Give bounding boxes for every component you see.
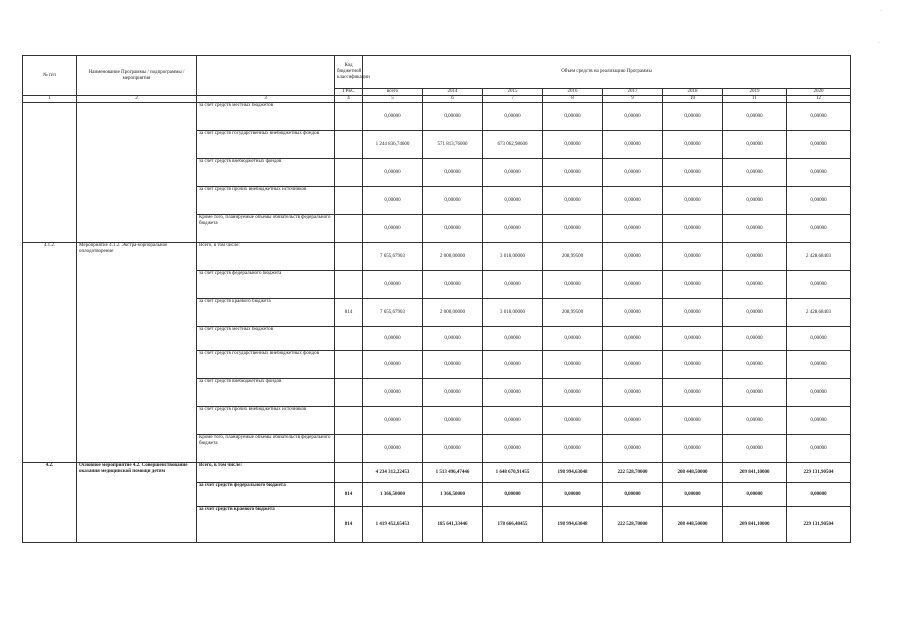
amount-cell: 208 448,50000 [663, 463, 723, 483]
amount-cell: 0,00000 [787, 159, 851, 187]
amount-cell: 0,00000 [663, 187, 723, 215]
amount-cell: 0,00000 [543, 483, 603, 507]
amount-cell: 0,00000 [543, 327, 603, 351]
amount-cell: 2 000,00000 [423, 243, 483, 271]
amount-cell: 0,00000 [787, 379, 851, 407]
col-number: 6 [423, 96, 483, 103]
grbs-code [335, 159, 363, 187]
amount-cell: 0,00000 [663, 379, 723, 407]
col-number: 5 [363, 96, 423, 103]
scan-mark: · [878, 40, 880, 46]
amount-cell: 0,00000 [723, 483, 787, 507]
amount-cell: 0,00000 [723, 327, 787, 351]
amount-cell: 185 641,33446 [423, 507, 483, 543]
funding-source: за счет средств федерального бюджета [197, 271, 335, 299]
amount-cell: 2 000,00000 [423, 299, 483, 327]
funding-source: за счет средств государственных внебюджетных фондов [197, 351, 335, 379]
col-number: 10 [663, 96, 723, 103]
amount-cell: 1 513 496,47446 [423, 463, 483, 483]
col-number: 4 [335, 96, 363, 103]
amount-cell: 0,00000 [543, 131, 603, 159]
funding-source: за счет средств внебюджетных фондов [197, 379, 335, 407]
funding-source: за счет средств краевого бюджета [197, 507, 335, 543]
amount-cell: 1 648 670,91455 [483, 463, 543, 483]
grbs-code [335, 103, 363, 131]
amount-cell: 0,00000 [723, 379, 787, 407]
grbs-code [335, 407, 363, 435]
amount-cell: 0,00000 [787, 435, 851, 463]
budget-table [22, 55, 851, 543]
grbs-code [335, 243, 363, 271]
header-year: 2018 [663, 89, 723, 96]
header-year: 2015 [483, 89, 543, 96]
row-index [23, 103, 77, 243]
header-num: № п/п [23, 56, 77, 96]
amount-cell: 1 366,50000 [423, 483, 483, 507]
amount-cell: 0,00000 [663, 215, 723, 243]
grbs-code [335, 351, 363, 379]
amount-cell: 0,00000 [603, 243, 663, 271]
amount-cell: 0,00000 [483, 435, 543, 463]
funding-source: за счет средств местных бюджетов [197, 103, 335, 131]
funding-source: Всего, в том числе: [197, 243, 335, 271]
amount-cell: 0,00000 [423, 327, 483, 351]
header-volume: Объем средств на реализацию Программы [363, 56, 851, 89]
amount-cell: 7 655,67903 [363, 299, 423, 327]
header-year: 2016 [543, 89, 603, 96]
amount-cell: 0,00000 [723, 103, 787, 131]
amount-cell: 0,00000 [603, 131, 663, 159]
funding-source: за счет средств местных бюджетов [197, 327, 335, 351]
grbs-code [335, 187, 363, 215]
amount-cell: 0,00000 [423, 271, 483, 299]
amount-cell: 2 428,68403 [787, 299, 851, 327]
amount-cell: 208 448,50000 [663, 507, 723, 543]
amount-cell: 0,00000 [483, 271, 543, 299]
amount-cell: 7 655,67903 [363, 243, 423, 271]
table-row [23, 243, 851, 271]
header-year: 2014 [423, 89, 483, 96]
amount-cell: 0,00000 [723, 243, 787, 271]
amount-cell: 0,00000 [787, 215, 851, 243]
amount-cell: 0,00000 [787, 131, 851, 159]
funding-source: за счет средств государственных внебюджетных фондов [197, 131, 335, 159]
grbs-code [335, 327, 363, 351]
funding-source: за счет средств краевого бюджета [197, 299, 335, 327]
amount-cell: 0,00000 [423, 351, 483, 379]
header-empty [197, 56, 335, 96]
amount-cell: 0,00000 [363, 435, 423, 463]
amount-cell: 0,00000 [723, 187, 787, 215]
amount-cell: 0,00000 [543, 271, 603, 299]
amount-cell: 0,00000 [483, 407, 543, 435]
amount-cell: 222 528,70000 [603, 507, 663, 543]
amount-cell: 0,00000 [603, 379, 663, 407]
funding-source: за счет средств прочих внебюджетных источников [197, 187, 335, 215]
amount-cell: 0,00000 [543, 351, 603, 379]
amount-cell: 0,00000 [603, 215, 663, 243]
funding-source: за счет средств внебюджетных фондов [197, 159, 335, 187]
amount-cell: 0,00000 [483, 215, 543, 243]
grbs-code [335, 131, 363, 159]
amount-cell: 0,00000 [423, 187, 483, 215]
header-year: 2020 [787, 89, 851, 96]
table-row [23, 103, 851, 131]
amount-cell: 0,00000 [483, 483, 543, 507]
amount-cell: 208,99500 [543, 243, 603, 271]
col-number: 11 [723, 96, 787, 103]
amount-cell: 209 841,10000 [723, 507, 787, 543]
amount-cell: 0,00000 [543, 187, 603, 215]
amount-cell: 0,00000 [787, 351, 851, 379]
amount-cell: 208,99500 [543, 299, 603, 327]
amount-cell: 229 131,90504 [787, 507, 851, 543]
col-number: 12 [787, 96, 851, 103]
amount-cell: 3 018,00000 [483, 299, 543, 327]
scan-mark: · [880, 8, 882, 14]
grbs-code [335, 215, 363, 243]
amount-cell: 0,00000 [423, 215, 483, 243]
header-year: 2019 [723, 89, 787, 96]
amount-cell: 0,00000 [603, 407, 663, 435]
grbs-code: 814 [335, 483, 363, 507]
header-year: 2017 [603, 89, 663, 96]
header-grbs: ГРБС [335, 89, 363, 96]
amount-cell: 0,00000 [723, 435, 787, 463]
amount-cell: 178 666,48455 [483, 507, 543, 543]
amount-cell: 0,00000 [663, 351, 723, 379]
amount-cell: 0,00000 [723, 351, 787, 379]
amount-cell: 0,00000 [663, 103, 723, 131]
amount-cell: 229 131,90504 [787, 463, 851, 483]
amount-cell: 0,00000 [543, 407, 603, 435]
amount-cell: 0,00000 [483, 379, 543, 407]
funding-source: Всего, в том числе: [197, 463, 335, 483]
amount-cell: 0,00000 [787, 327, 851, 351]
amount-cell: 0,00000 [663, 299, 723, 327]
amount-cell: 0,00000 [723, 407, 787, 435]
amount-cell: 0,00000 [663, 407, 723, 435]
amount-cell: 0,00000 [663, 159, 723, 187]
funding-source: Кроме того, планируемые объемы обязательств федерального бюджета [197, 215, 335, 243]
amount-cell: 0,00000 [543, 159, 603, 187]
col-number: 9 [603, 96, 663, 103]
funding-source: за счет средств прочих внебюджетных источников [197, 407, 335, 435]
row-index: 4.2. [23, 463, 77, 543]
amount-cell: 0,00000 [663, 243, 723, 271]
amount-cell: 0,00000 [787, 103, 851, 131]
amount-cell: 0,00000 [603, 271, 663, 299]
amount-cell: 0,00000 [723, 131, 787, 159]
grbs-code: 814 [335, 299, 363, 327]
header-name: Наименование Программы / подпрограммы / мероприятия [77, 56, 197, 96]
table-body [23, 103, 851, 543]
amount-cell: 673 062,98600 [483, 131, 543, 159]
measure-name [77, 103, 197, 243]
amount-cell: 0,00000 [423, 103, 483, 131]
amount-cell: 0,00000 [363, 271, 423, 299]
amount-cell: 0,00000 [603, 327, 663, 351]
amount-cell: 0,00000 [603, 351, 663, 379]
col-number: 8 [543, 96, 603, 103]
amount-cell: 0,00000 [663, 483, 723, 507]
row-index: 4.1.2. [23, 243, 77, 463]
amount-cell: 0,00000 [603, 483, 663, 507]
amount-cell: 0,00000 [423, 159, 483, 187]
amount-cell: 0,00000 [663, 435, 723, 463]
grbs-code [335, 463, 363, 483]
amount-cell: 0,00000 [363, 215, 423, 243]
amount-cell: 571 813,76000 [423, 131, 483, 159]
amount-cell: 3 018,00000 [483, 243, 543, 271]
table-row [23, 463, 851, 483]
amount-cell: 0,00000 [543, 103, 603, 131]
measure-name: Мероприятие 4.1.2. Экстра-корпоральное оплодотворение [77, 243, 197, 463]
amount-cell: 0,00000 [787, 271, 851, 299]
amount-cell: 0,00000 [723, 215, 787, 243]
amount-cell: 0,00000 [363, 407, 423, 435]
amount-cell: 0,00000 [787, 407, 851, 435]
amount-cell: 0,00000 [787, 187, 851, 215]
amount-cell: 0,00000 [723, 299, 787, 327]
amount-cell: 0,00000 [603, 103, 663, 131]
funding-source: за счет средств федерального бюджета [197, 483, 335, 507]
amount-cell: 0,00000 [483, 103, 543, 131]
amount-cell: 1 419 452,65453 [363, 507, 423, 543]
amount-cell: 0,00000 [603, 299, 663, 327]
amount-cell: 209 841,10000 [723, 463, 787, 483]
amount-cell: 0,00000 [663, 271, 723, 299]
amount-cell: 0,00000 [663, 131, 723, 159]
amount-cell: 0,00000 [543, 379, 603, 407]
amount-cell: 0,00000 [603, 159, 663, 187]
amount-cell: 198 994,63048 [543, 463, 603, 483]
grbs-code [335, 379, 363, 407]
amount-cell: 0,00000 [787, 483, 851, 507]
amount-cell: 0,00000 [483, 159, 543, 187]
col-number: 7 [483, 96, 543, 103]
amount-cell: 0,00000 [603, 187, 663, 215]
col-number: 1 [23, 96, 77, 103]
amount-cell: 2 428,68403 [787, 243, 851, 271]
grbs-code [335, 271, 363, 299]
amount-cell: 0,00000 [363, 187, 423, 215]
amount-cell: 198 994,63048 [543, 507, 603, 543]
amount-cell: 0,00000 [483, 187, 543, 215]
header-year: всего [363, 89, 423, 96]
measure-name: Основное мероприятие 4.2. Совершенствование оказания медицинской помощи детям [77, 463, 197, 543]
amount-cell: 0,00000 [363, 103, 423, 131]
grbs-code [335, 435, 363, 463]
grbs-code: 814 [335, 507, 363, 543]
amount-cell: 0,00000 [663, 327, 723, 351]
amount-cell: 0,00000 [363, 159, 423, 187]
col-number: 2 [77, 96, 197, 103]
amount-cell: 0,00000 [363, 379, 423, 407]
amount-cell: 0,00000 [363, 351, 423, 379]
amount-cell: 0,00000 [723, 159, 787, 187]
amount-cell: 1 366,50000 [363, 483, 423, 507]
amount-cell: 0,00000 [543, 435, 603, 463]
amount-cell: 0,00000 [363, 327, 423, 351]
amount-cell: 1 244 836,74600 [363, 131, 423, 159]
amount-cell: 222 528,70000 [603, 463, 663, 483]
amount-cell: 0,00000 [603, 435, 663, 463]
col-number: 3 [197, 96, 335, 103]
header-code: Код бюджетной классификации [335, 56, 363, 89]
amount-cell: 0,00000 [483, 327, 543, 351]
amount-cell: 4 234 312,22453 [363, 463, 423, 483]
amount-cell: 0,00000 [423, 435, 483, 463]
amount-cell: 0,00000 [543, 215, 603, 243]
amount-cell: 0,00000 [723, 271, 787, 299]
amount-cell: 0,00000 [483, 351, 543, 379]
amount-cell: 0,00000 [423, 379, 483, 407]
amount-cell: 0,00000 [423, 407, 483, 435]
funding-source: Кроме того, планируемые объемы обязательств федерального бюджета [197, 435, 335, 463]
